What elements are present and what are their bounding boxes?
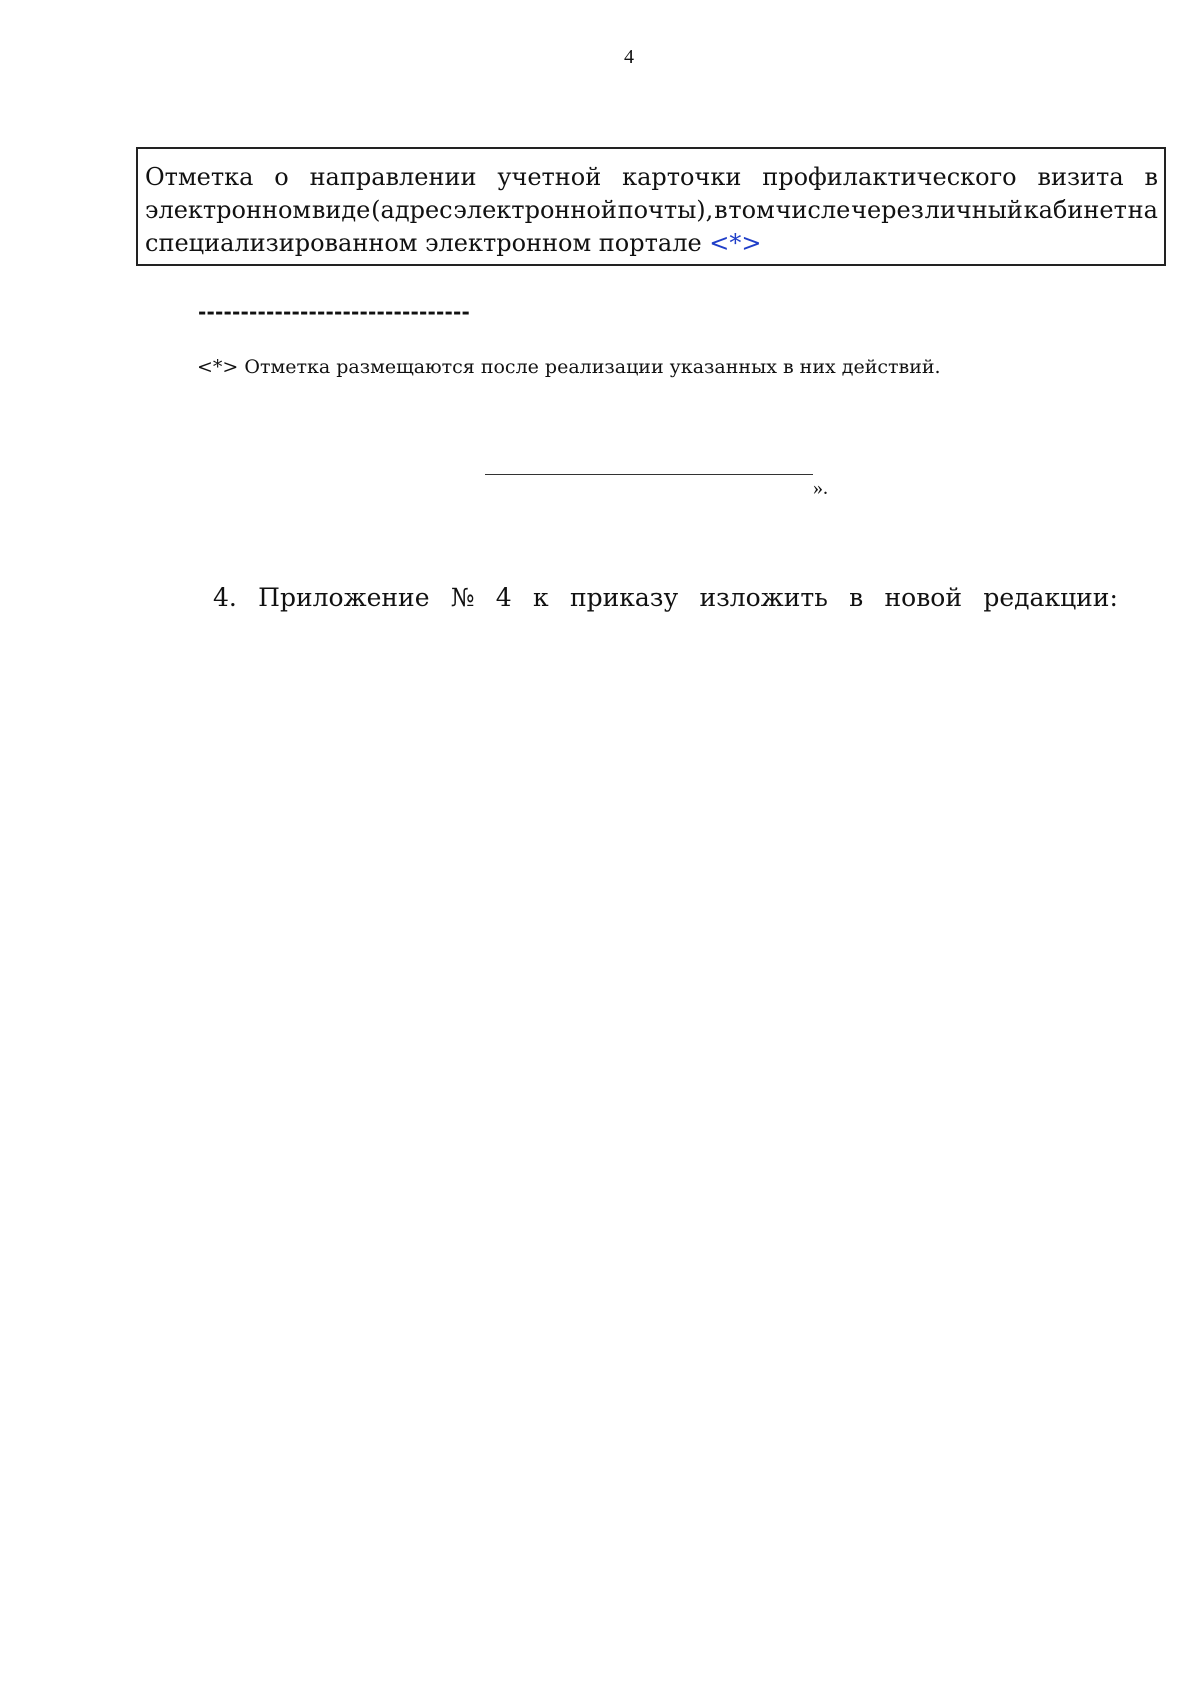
signature-line [485, 474, 813, 475]
note-box-line-2 [145, 194, 1158, 227]
note-word: Отметка [145, 163, 254, 191]
footnote-ref-link[interactable]: <*> [709, 229, 762, 257]
note-word: через [851, 196, 924, 224]
note-box-line-3 [145, 227, 1158, 260]
note-word: (адрес [371, 196, 453, 224]
item-4-word: изложить [699, 583, 828, 612]
item-4-word: 4. [213, 583, 237, 612]
note-word: учетной [497, 163, 602, 191]
note-word: в [1144, 163, 1158, 191]
note-word: числе [775, 196, 851, 224]
note-word: в [714, 196, 728, 224]
page-number: 4 [624, 46, 634, 68]
item-4-word: приказу [569, 583, 679, 612]
note-word: кабинет [1023, 196, 1127, 224]
item-4-word: редакции: [983, 583, 1118, 612]
note-word: электронной [453, 196, 617, 224]
item-4-word: в [849, 583, 864, 612]
note-word: личный [924, 196, 1023, 224]
note-line-3-text: специализированном электронном портале [145, 229, 710, 257]
note-box [136, 147, 1166, 266]
item-4-word: к [533, 583, 549, 612]
item-4-word: № [450, 583, 475, 612]
item-4-word: новой [884, 583, 963, 612]
note-word: направлении [309, 163, 477, 191]
footnote-text: <*> Отметка размещаются после реализации указанных в них действий. [197, 356, 941, 378]
closing-quote: ». [813, 477, 828, 499]
note-word: визита [1037, 163, 1124, 191]
note-word: карточки [622, 163, 742, 191]
note-word: на [1127, 196, 1158, 224]
note-word: профилактического [762, 163, 1017, 191]
note-word: электронном [145, 196, 312, 224]
item-4-word: 4 [495, 583, 512, 612]
footnote-separator: -------------------------------- [198, 300, 471, 324]
note-word: почты), [617, 196, 714, 224]
item-4-paragraph [213, 583, 1118, 612]
note-box-line-1 [145, 161, 1158, 194]
note-word: виде [311, 196, 371, 224]
item-4-word: Приложение [258, 583, 430, 612]
note-word: том [728, 196, 775, 224]
note-word: о [274, 163, 289, 191]
